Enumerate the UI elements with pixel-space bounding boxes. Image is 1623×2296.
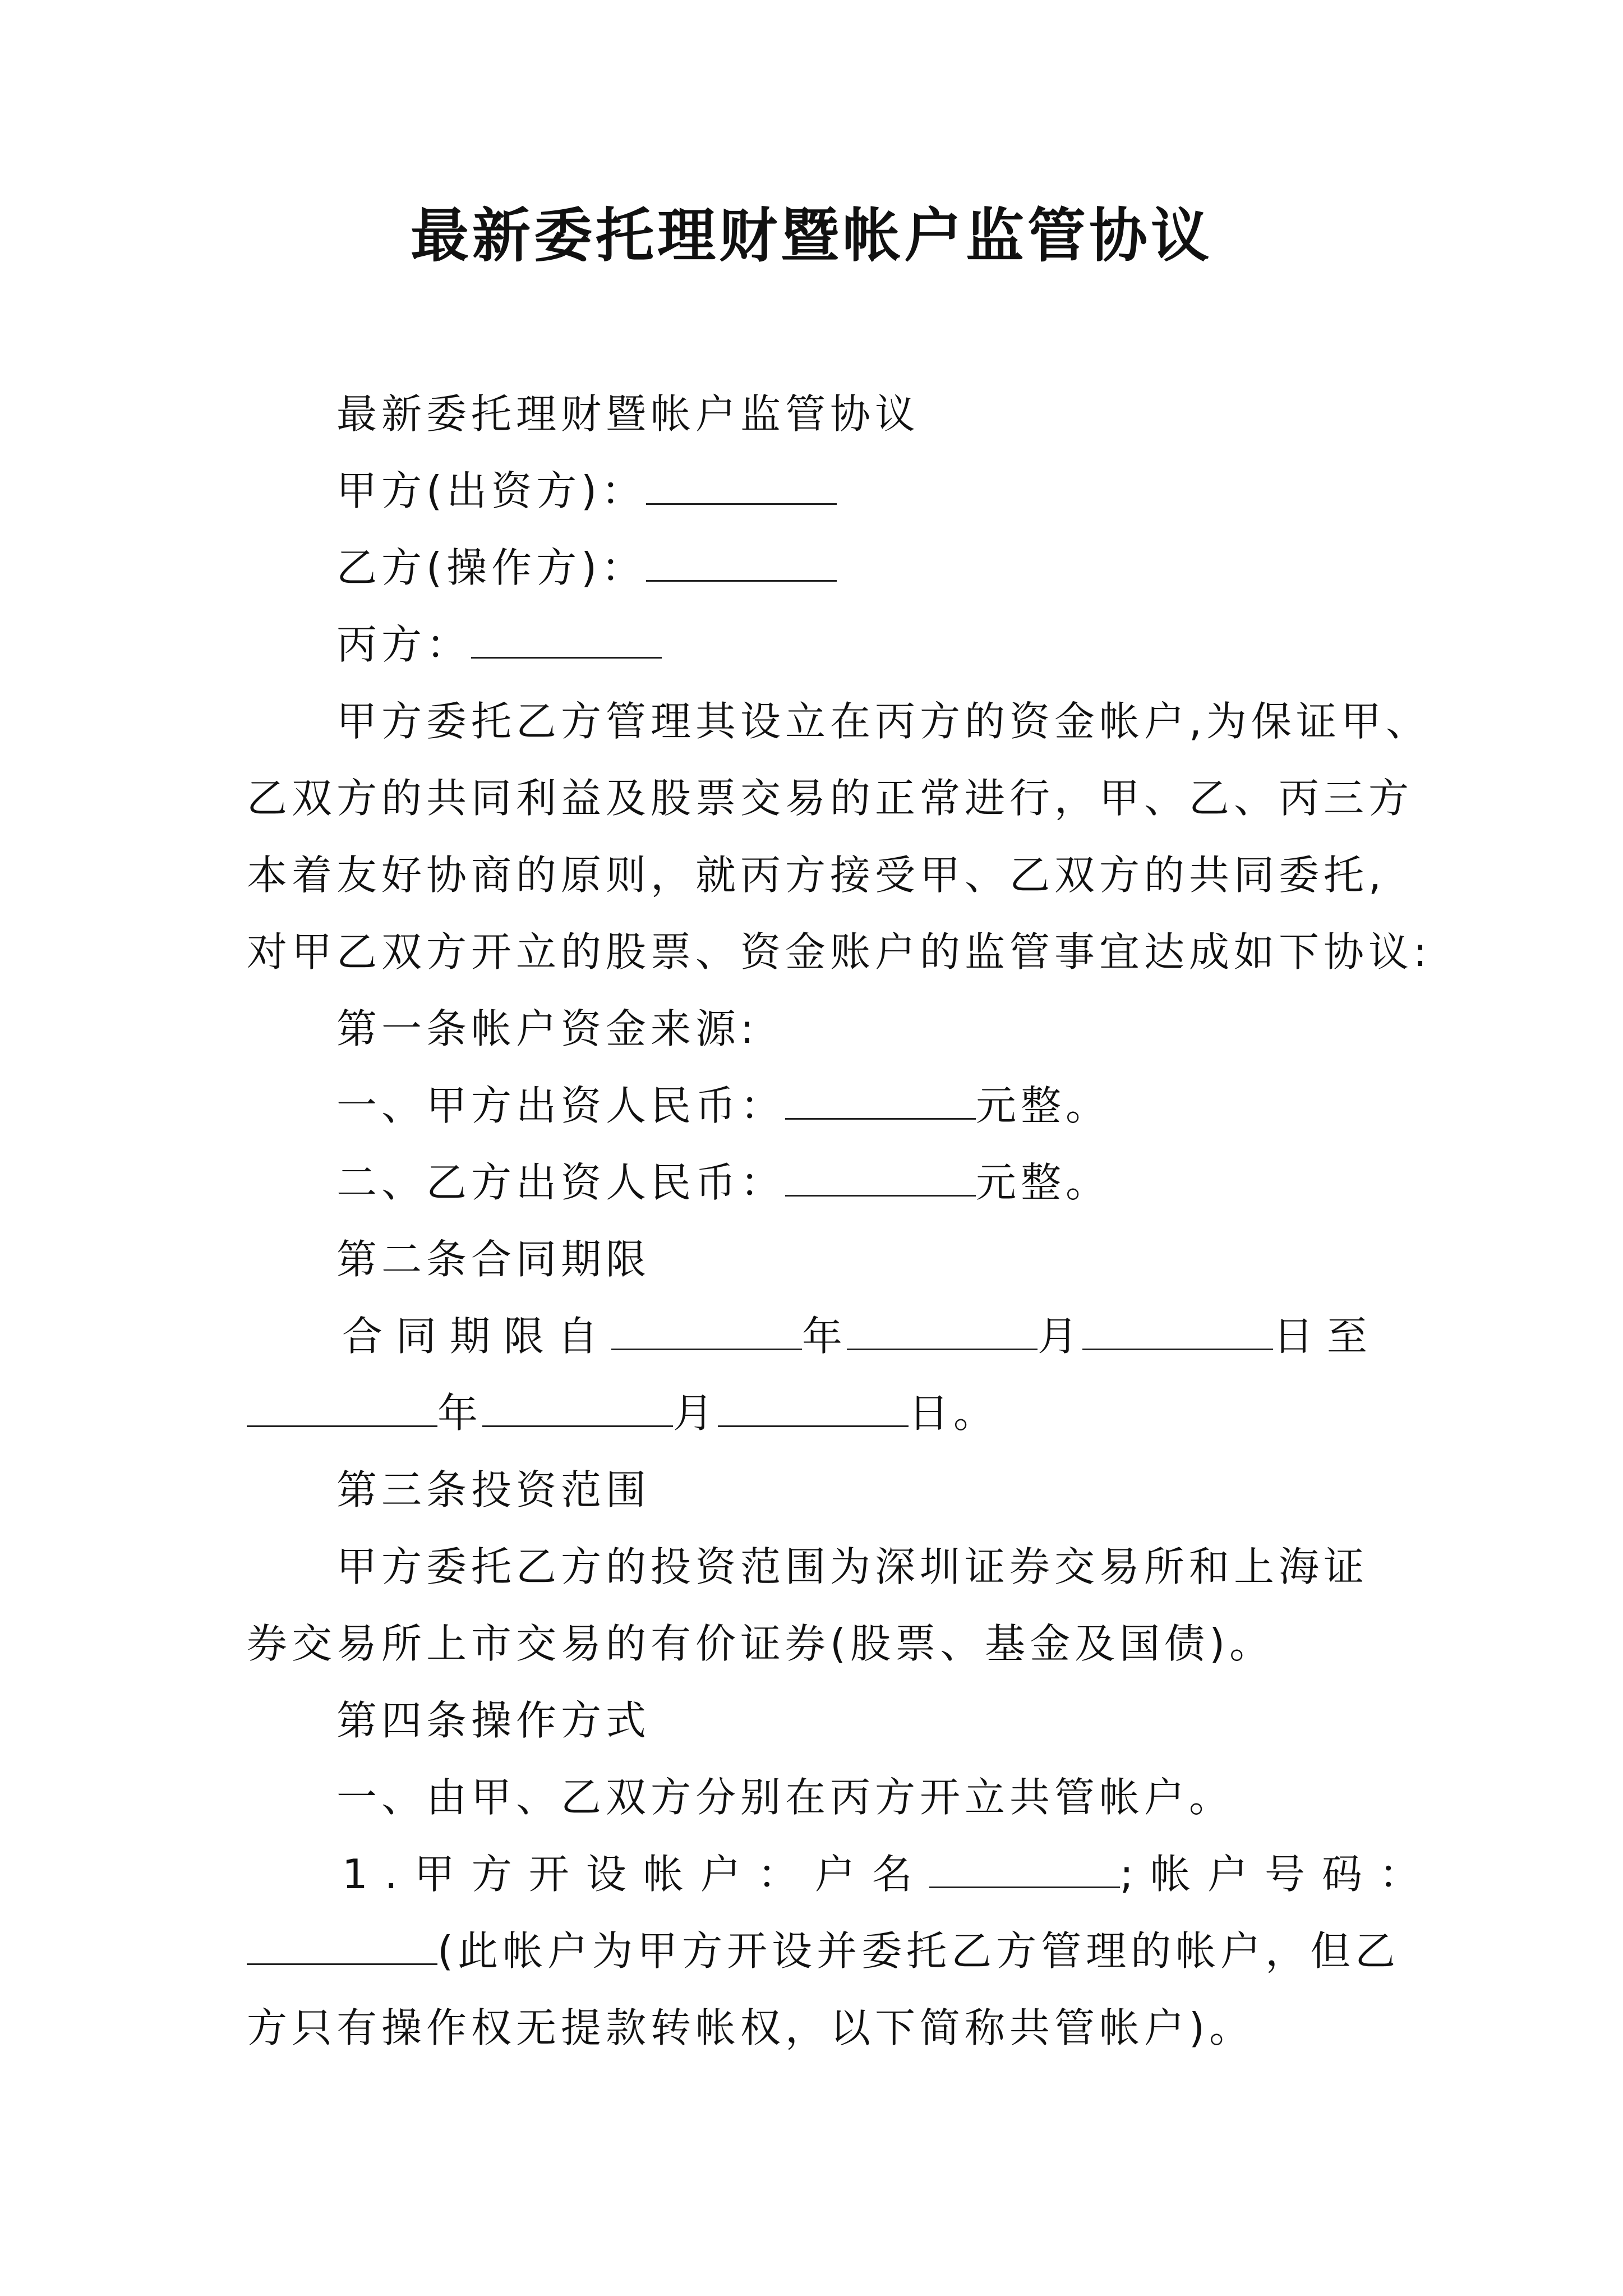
article4-item1: 一、由甲、乙双方分别在丙方开立共管帐户。 xyxy=(336,1774,1234,1821)
article2-line2 xyxy=(247,1375,1385,1452)
document-title: 最新委托理财暨帐户监管协议 xyxy=(410,201,1212,270)
intro-line-2: 乙双方的共同利益及股票交易的正常进行，甲、乙、丙三方 xyxy=(247,775,1414,822)
article4-sub1-line1 xyxy=(247,1836,1436,1913)
article1-item2 xyxy=(247,1144,1385,1221)
term-end-month-blank xyxy=(482,1382,673,1427)
article2-heading: 第二条合同期限 xyxy=(336,1236,651,1283)
sub1-line2-text: (此帐户为甲方开设并委托乙方管理的帐户，但乙 xyxy=(437,1927,1400,1975)
sub1-mid: ;帐户号码： xyxy=(1119,1851,1436,1898)
intro-line-4: 对甲乙双方开立的股票、资金账户的监管事宜达成如下协议: xyxy=(247,928,1432,976)
article1-item2-suffix: 元整。 xyxy=(976,1159,1111,1206)
term-end-day-blank xyxy=(718,1382,909,1427)
article3-line-1: 甲方委托乙方的投资范围为深圳证券交易所和上海证 xyxy=(336,1543,1369,1590)
article1-item1-suffix: 元整。 xyxy=(976,1082,1111,1129)
term-end-year-blank xyxy=(247,1382,437,1427)
party-a-line xyxy=(247,453,1385,530)
party-c-blank xyxy=(471,613,662,659)
article1-item1 xyxy=(247,1068,1385,1144)
term-day-to-label: 日至 xyxy=(1273,1313,1381,1360)
article3-line-2: 券交易所上市交易的有价证券(股票、基金及国债)。 xyxy=(247,1620,1275,1667)
document-body xyxy=(247,376,1436,2067)
term-start-day-blank xyxy=(1082,1305,1273,1350)
article4-heading: 第四条操作方式 xyxy=(336,1697,651,1744)
party-a-blank xyxy=(646,459,837,505)
article1-item2-prefix: 二、乙方出资人民币： xyxy=(336,1159,786,1206)
sub1-name-blank xyxy=(929,1843,1120,1888)
term-month-label: 月 xyxy=(1038,1313,1083,1360)
article1-heading: 第一条帐户资金来源: xyxy=(336,1005,759,1052)
party-c-line xyxy=(247,606,1385,683)
term-start-month-blank xyxy=(847,1305,1038,1350)
article4-sub1-line2 xyxy=(247,1913,1400,1990)
party-b-label: 乙方(操作方)： xyxy=(336,544,647,591)
party-b-blank xyxy=(646,536,837,582)
subtitle: 最新委托理财暨帐户监管协议 xyxy=(336,390,920,438)
term-year-label: 年 xyxy=(802,1313,847,1360)
term-start-year-blank xyxy=(611,1305,802,1350)
party-a-label: 甲方(出资方)： xyxy=(336,467,647,514)
article1-item1-prefix: 一、甲方出资人民币： xyxy=(336,1082,786,1129)
term-prefix: 合同期限自 xyxy=(342,1313,612,1360)
article4-sub1-line3: 方只有操作权无提款转帐权，以下简称共管帐户)。 xyxy=(247,2004,1255,2051)
term-end-month-label: 月 xyxy=(673,1389,718,1437)
term-end-day-label: 日。 xyxy=(909,1389,999,1437)
sub1-account-blank xyxy=(247,1920,437,1965)
article1-item2-blank xyxy=(785,1151,976,1197)
party-b-line xyxy=(247,530,1385,606)
sub1-prefix: 1.甲方开设帐户：户名 xyxy=(342,1851,929,1898)
party-c-label: 丙方： xyxy=(336,621,472,668)
intro-line-1: 甲方委托乙方管理其设立在丙方的资金帐户,为保证甲、 xyxy=(336,698,1431,745)
article2-line1 xyxy=(247,1298,1385,1375)
article3-heading: 第三条投资范围 xyxy=(336,1466,651,1513)
intro-line-3: 本着友好协商的原则，就丙方接受甲、乙双方的共同委托, xyxy=(247,852,1386,899)
term-end-year-label: 年 xyxy=(437,1389,483,1437)
article1-item1-blank xyxy=(785,1074,976,1120)
